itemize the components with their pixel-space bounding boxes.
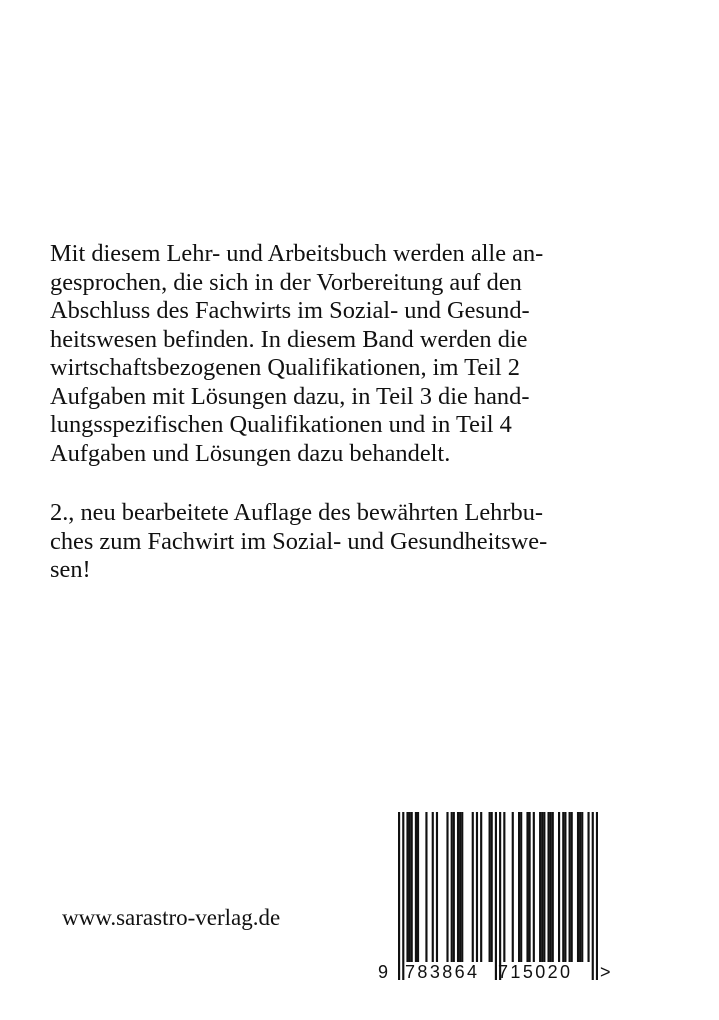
barcode-guard-bar (499, 812, 501, 980)
blurb-paragraph-2 (50, 499, 547, 585)
barcode-bar (480, 812, 482, 962)
barcode-bar (472, 812, 474, 962)
barcode-bars (398, 812, 598, 980)
barcode-first-digit: 9 (378, 962, 389, 982)
barcode-bar (518, 812, 520, 962)
barcode-guard-bar (495, 812, 497, 980)
blurb-line: Aufgaben und Lösungen dazu behandelt. (50, 439, 451, 467)
barcode-bar (558, 812, 560, 962)
barcode-bar (425, 812, 427, 962)
barcode-bar (461, 812, 463, 962)
barcode-bar (577, 812, 579, 962)
blurb-line: lungsspezifischen Qualifikationen und in Teil 4 (50, 411, 512, 438)
barcode-bar (581, 812, 583, 962)
publisher-url: www.sarastro-verlag.de (62, 905, 281, 930)
barcode-bar (543, 812, 545, 962)
barcode-bar (459, 812, 461, 962)
barcode-bar (406, 812, 408, 962)
barcode-bar (526, 812, 528, 962)
barcode-bar (476, 812, 478, 962)
barcode-bar (520, 812, 522, 962)
barcode-bar (453, 812, 455, 962)
blurb-line: sen! (50, 556, 91, 583)
barcode-bar (503, 812, 505, 962)
barcode-bar (451, 812, 453, 962)
isbn-barcode (378, 812, 616, 992)
blurb-line: Mit diesem Lehr- und Arbeitsbuch werden alle an- (50, 240, 544, 267)
barcode-bar (562, 812, 564, 962)
barcode-bar (411, 812, 413, 962)
barcode-bar (569, 812, 571, 962)
barcode-bar (417, 812, 419, 962)
barcode-bar (491, 812, 493, 962)
barcode-bar (512, 812, 514, 962)
barcode-bar (446, 812, 448, 962)
barcode-bar (547, 812, 549, 962)
barcode-guard-bar (596, 812, 598, 980)
blurb-line: Aufgaben mit Lösungen dazu, in Teil 3 die hand- (50, 382, 530, 410)
barcode-guard-bar (402, 812, 404, 980)
barcode-right-group: 715020 (498, 962, 573, 982)
blurb-line: heitswesen befinden. In diesem Band werden die (50, 325, 528, 353)
barcode-bar (529, 812, 531, 962)
barcode-guard-bar (398, 812, 400, 980)
barcode-end-marker: > (600, 962, 611, 982)
blurb-line: 2., neu bearbeitete Auflage des bewährten Lehrbu- (50, 499, 544, 526)
barcode-bar (550, 812, 552, 962)
barcode-bar (457, 812, 459, 962)
barcode-left-group: 783864 (405, 962, 480, 982)
barcode-guard-bar (592, 812, 594, 980)
blurb-line: wirtschaftsbezogenen Qualifikationen, im Teil 2 (50, 354, 520, 381)
blurb-line: Abschluss des Fachwirts im Sozial- und Gesund- (50, 297, 530, 324)
barcode-bar (587, 812, 589, 962)
barcode-bar (552, 812, 554, 962)
barcode-bar (541, 812, 543, 962)
barcode-bar (409, 812, 411, 962)
barcode-bar (571, 812, 573, 962)
barcode-bar (432, 812, 434, 962)
blurb-line: gesprochen, die sich in der Vorbereitung auf den (50, 268, 522, 296)
barcode-bar (539, 812, 541, 962)
barcode-bar (415, 812, 417, 962)
blurb-paragraph-1 (50, 240, 543, 468)
barcode-bar (533, 812, 535, 962)
blurb-line: ches zum Fachwirt im Sozial- und Gesundheitswe- (50, 527, 548, 555)
barcode-bar (564, 812, 566, 962)
barcode-bar (579, 812, 581, 962)
barcode-bar (436, 812, 438, 962)
barcode-bar (489, 812, 491, 962)
